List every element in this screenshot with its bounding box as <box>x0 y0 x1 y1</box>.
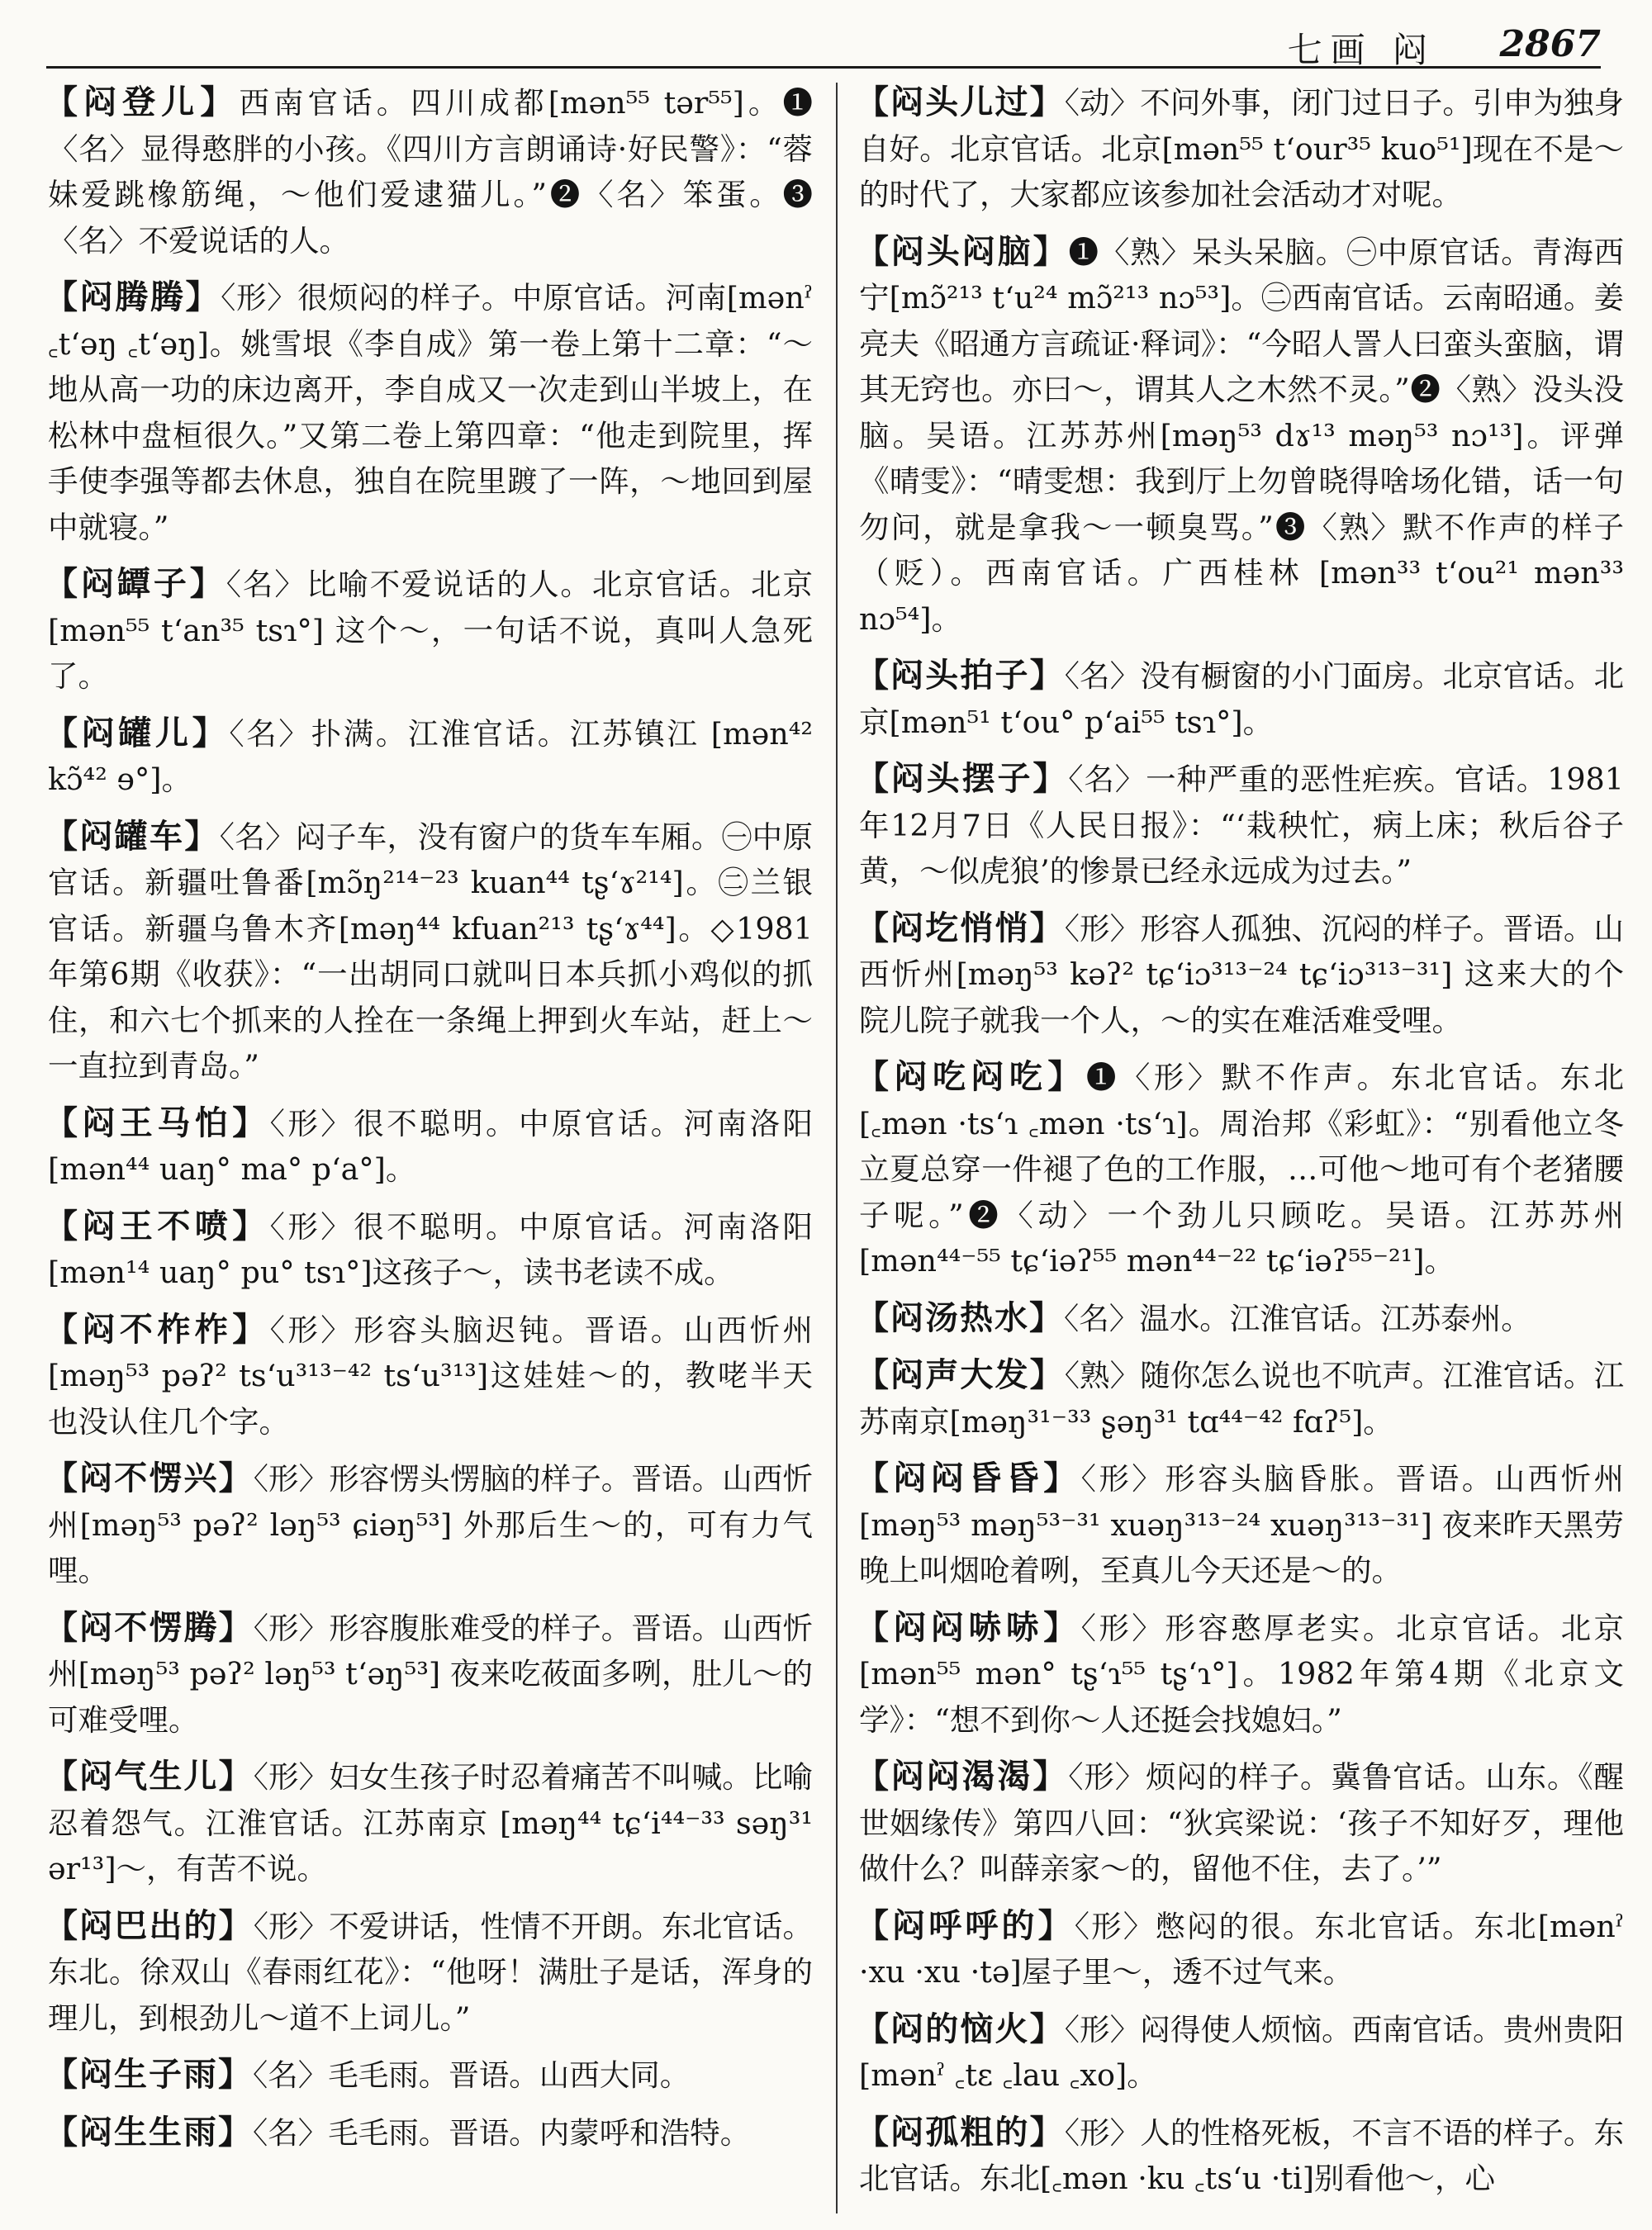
dictionary-entry <box>856 229 1625 643</box>
right-column <box>856 79 1625 2213</box>
dictionary-entry <box>45 814 813 1089</box>
entry-headword: 【闷闷哧哧】 <box>856 1607 1081 1647</box>
dictionary-entry <box>856 1455 1625 1594</box>
entry-body: ❶〈熟〉呆头呆脑。㊀中原官话。青海西宁[mɔ̃²¹³ tʻu²⁴ mɔ̃²¹³ nɔ⁵³]。㊁西南官话。云南昭通。姜亮夫《昭通方言疏证·释词》：“今昭人詈人曰蛮头蛮脑，谓其无窍也。亦曰～，谓其人之木然不灵。”❷〈熟〉没头没脑。吴语。江苏苏州[məŋ⁵³ dɤ¹³ məŋ⁵³ nɔ¹³]。评弹《晴雯》：“晴雯想：我到厅上勿曾晓得啥场化错，话一句勿问，就是拿我～一顿臭骂。”❸〈熟〉默不作声的样子（贬）。西南官话。广西桂林 [mən³³ tʻou²¹ mən³³ nɔ⁵⁴]。 <box>859 234 1625 637</box>
entry-headword: 【闷头拍子】 <box>856 656 1065 695</box>
dictionary-entry <box>45 2052 813 2099</box>
entry-body: 〈形〉很不聪明。中原官话。河南洛阳[mən⁴⁴ uaŋ° ma° pʻa°]。 <box>48 1105 814 1187</box>
dictionary-entry <box>45 274 814 550</box>
dictionary-entry <box>856 905 1624 1044</box>
dictionary-entry <box>856 1903 1624 1995</box>
entry-headword: 【闷头儿过】 <box>856 83 1065 121</box>
dictionary-entry <box>856 756 1625 894</box>
column-divider <box>836 83 838 2213</box>
entry-body: 〈名〉闷子车，没有窗户的货车车厢。㊀中原官话。新疆吐鲁番[mɔ̃ŋ²¹⁴⁻²³ kuan⁴⁴ tʂʻɤ²¹⁴]。㊁兰银官话。新疆乌鲁木齐[məŋ⁴⁴ kfuan²¹³ tʂʻɤ⁴⁴]。◇1981年第6期《收获》：“一出胡同口就叫日本兵抓小鸡似的抓住，和六七个抓来的人拴在一条绳上押到火车站，赶上～一直拉到青岛。” <box>48 818 813 1084</box>
entry-headword: 【闷生子雨】 <box>45 2055 253 2094</box>
entry-headword: 【闷王不喷】 <box>45 1206 270 1245</box>
dictionary-entry <box>45 1100 814 1193</box>
entry-body: 〈形〉不爱讲话，性情不开朗。东北官话。东北。徐双山《春雨红花》：“他呀！满肚子是话，浑身的理儿，到根劲儿～道不上词儿。” <box>48 1908 813 2036</box>
entry-body: 〈形〉烦闷的样子。冀鲁官话。山东。《醒世姻缘传》第四八回：“狄宾梁说：‘孩子不知好歹，理他做什么？叫薛亲家～的，留他不住，去了。’” <box>859 1759 1624 1886</box>
entry-body: 〈熟〉随你怎么说也不吭声。江淮官话。江苏南京[məŋ³¹⁻³³ ʂəŋ³¹ tɑ⁴⁴⁻⁴² fɑʔ⁵]。 <box>859 1358 1624 1440</box>
entry-headword: 【闷罐儿】 <box>45 713 230 752</box>
dictionary-entry <box>45 1307 814 1445</box>
entry-headword: 【闷不愣腾】 <box>45 1607 254 1647</box>
dictionary-entry <box>45 1753 813 1892</box>
dictionary-entry <box>856 2006 1624 2099</box>
dictionary-entry <box>856 1753 1624 1892</box>
dictionary-entry <box>856 652 1624 745</box>
entry-headword: 【闷气生儿】 <box>45 1757 254 1796</box>
entry-headword: 【闷罐车】 <box>45 816 220 856</box>
entry-headword: 【闷声大发】 <box>856 1355 1065 1394</box>
page-number: 2867 <box>1499 23 1601 65</box>
entry-body: 〈形〉形容头脑昏胀。晋语。山西忻州 [məŋ⁵³ məŋ⁵³⁻³¹ xuəŋ³¹³⁻²⁴ xuəŋ³¹³⁻³¹] 夜来昨天黑劳晚上叫烟呛着咧，至真儿今天还是～的。 <box>859 1461 1625 1588</box>
entry-headword: 【闷巴出的】 <box>45 1905 254 1945</box>
entry-body: 〈形〉形容头脑迟钝。晋语。山西忻州[məŋ⁵³ pəʔ² tsʻu³¹³⁻⁴² tsʻu³¹³]这娃娃～的，教咾半天也没认住几个字。 <box>48 1312 814 1440</box>
entry-headword: 【闷呼呼的】 <box>856 1905 1075 1945</box>
entry-body: 〈名〉一种严重的恶性疟疾。官话。1981年12月7日《人民日报》：“‘栽秧忙，病上床；秋后谷子黄，～似虎狼’的惨景已经永远成为过去。” <box>859 762 1625 889</box>
dictionary-entry <box>45 1455 813 1594</box>
entry-headword: 【闷腾腾】 <box>45 278 221 316</box>
entry-body: 〈形〉很不聪明。中原官话。河南洛阳[mən¹⁴ uaŋ° pu° tsɿ°]这孩子～，读书老读不成。 <box>48 1208 814 1290</box>
dictionary-entry <box>856 2109 1624 2202</box>
entry-headword: 【闷不柞柞】 <box>45 1309 270 1349</box>
entry-headword: 【闷的恼火】 <box>856 2009 1065 2048</box>
entry-body: 〈形〉形容愣头愣脑的样子。晋语。山西忻州[məŋ⁵³ pəʔ² ləŋ⁵³ ɕiəŋ⁵³] 外那后生～的，可有力气哩。 <box>48 1461 813 1588</box>
entry-headword: 【闷头闷脑】 <box>856 231 1069 271</box>
dictionary-entry <box>45 710 814 803</box>
dictionary-entry <box>45 2109 813 2156</box>
entry-body: 西南官话。四川成都[mən⁵⁵ tər⁵⁵]。❶〈名〉显得憨胖的小孩。《四川方言朗诵诗·好民警》：“蓉妹爱跳橡筋绳，～他们爱逮猫儿。”❷〈名〉笨蛋。❸〈名〉不爱说话的人。 <box>48 85 814 259</box>
left-column <box>45 79 814 2166</box>
entry-body: 〈名〉没有橱窗的小门面房。北京官话。北京[mən⁵¹ tʻou° pʻai⁵⁵ tsɿ°]。 <box>859 658 1624 740</box>
dictionary-entry <box>856 1352 1624 1445</box>
entry-headword: 【闷生生雨】 <box>45 2112 253 2152</box>
dictionary-entry <box>856 1295 1624 1342</box>
dictionary-entry <box>45 561 814 700</box>
page-header <box>46 23 1601 69</box>
entry-headword: 【闷孤粗的】 <box>856 2112 1065 2152</box>
entry-body: 〈动〉不问外事，闭门过日子。引申为独身自好。北京官话。北京[mən⁵⁵ tʻour³⁵ kuo⁵¹]现在不是～的时代了，大家都应该参加社会活动才对呢。 <box>859 85 1624 212</box>
entry-body: 〈形〉憋闷的很。东北官话。东北[mənˀ ·xu ·xu ·tə]屋子里～，透不过气来。 <box>859 1908 1624 1990</box>
entry-headword: 【闷登儿】 <box>45 83 240 121</box>
entry-headword: 【闷圪悄悄】 <box>856 908 1065 947</box>
entry-body: 〈形〉形容腹胀难受的样子。晋语。山西忻州[məŋ⁵³ pəʔ² ləŋ⁵³ tʻəŋ⁵³] 夜来吃莜面多咧，肚儿～的可难受哩。 <box>48 1610 813 1738</box>
dictionary-entry <box>45 1203 814 1296</box>
entry-headword: 【闷汤热水】 <box>856 1298 1064 1337</box>
entry-headword: 【闷罈子】 <box>45 564 226 603</box>
entry-body: 〈形〉形容憨厚老实。北京官话。北京[mən⁵⁵ mən° tʂʻɿ⁵⁵ tʂʻɿ°]。1982年第4期《北京文学》：“想不到你～人还挺会找媳妇。” <box>859 1610 1625 1738</box>
entry-headword: 【闷不愣兴】 <box>45 1459 254 1497</box>
entry-body: 〈形〉很烦闷的样子。中原官话。河南[mənˀ ꜀tʻəŋ ꜀tʻəŋ]。姚雪垠《李自成》第一卷上第十二章：“～地从高一功的床边离开，李自成又一次走到山半坡上，在松林中盘桓很久。”又第二卷上第四章：“他走到院里，挥手使李强等都去休息，独自在院里踱了一阵，～地回到屋中就寝。” <box>48 280 814 545</box>
dictionary-entry <box>856 1054 1625 1284</box>
entry-body: 〈名〉温水。江淮官话。江苏泰州。 <box>1064 1300 1531 1336</box>
entry-body: 〈形〉形容人孤独、沉闷的样子。晋语。山西忻州[məŋ⁵³ kəʔ² tɕʻiɔ³¹³⁻²⁴ tɕʻiɔ³¹³⁻³¹] 这来大的个院儿院子就我一个人，～的实在难活难受哩。 <box>859 910 1624 1038</box>
section-label: 七画 闷 <box>1287 30 1436 70</box>
entry-body: 〈形〉妇女生孩子时忍着痛苦不叫喊。比喻忍着怨气。江淮官话。江苏南京 [məŋ⁴⁴ tɕʻi⁴⁴⁻³³ səŋ³¹ ər¹³]～，有苦不说。 <box>48 1759 813 1886</box>
dictionary-entry <box>856 79 1624 218</box>
entry-headword: 【闷闷昏昏】 <box>856 1459 1081 1497</box>
entry-headword: 【闷吃闷吃】 <box>856 1057 1086 1096</box>
entry-body: 〈名〉毛毛雨。晋语。山西大同。 <box>253 2057 691 2093</box>
entry-headword: 【闷王马怕】 <box>45 1103 270 1142</box>
entry-headword: 【闷闷渴渴】 <box>856 1757 1069 1796</box>
dictionary-entry <box>45 79 814 263</box>
entry-body: 〈形〉人的性格死板，不言不语的样子。东北官话。东北[꜀mən ·ku ꜀tsʻu ·ti]别看他～，心 <box>859 2114 1624 2196</box>
dictionary-entry <box>45 1903 813 2042</box>
entry-body: 〈名〉扑满。江淮官话。江苏镇江 [mən⁴² kɔ̃⁴² ɘ°]。 <box>48 715 814 797</box>
entry-headword: 【闷头摆子】 <box>856 759 1069 798</box>
dictionary-entry <box>856 1605 1625 1744</box>
entry-body: ❶〈形〉默不作声。东北官话。东北[꜀mən ·tsʻɿ ꜀mən ·tsʻɿ]。周治邦《彩虹》：“别看他立冬立夏总穿一件褪了色的工作服，…可他～地可有个老猪腰子呢。”❷〈动〉一个劲儿只顾吃。吴语。江苏苏州[mən⁴⁴⁻⁵⁵ tɕʻiəʔ⁵⁵ mən⁴⁴⁻²² tɕʻiəʔ⁵⁵⁻²¹]。 <box>859 1060 1625 1279</box>
entry-body: 〈名〉毛毛雨。晋语。内蒙呼和浩特。 <box>253 2114 751 2151</box>
entry-body: 〈名〉比喻不爱说话的人。北京官话。北京[mən⁵⁵ tʻan³⁵ tsɿ°] 这个～，一句话不说，真叫人急死了。 <box>48 567 814 694</box>
dictionary-entry <box>45 1605 813 1744</box>
entry-body: 〈形〉闷得使人烦恼。西南官话。贵州贵阳[mənˀ ꜀tɛ ꜀lau ꜀xo]。 <box>859 2011 1624 2093</box>
